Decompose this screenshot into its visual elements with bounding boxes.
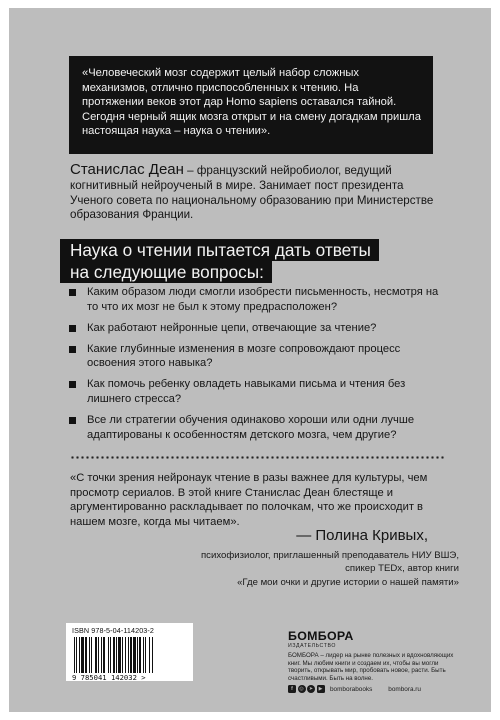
review-author: — Полина Кривых, — [296, 527, 428, 544]
questions-list — [69, 285, 445, 449]
dotted-divider — [70, 456, 446, 459]
social-handle: bomborabooks — [330, 685, 373, 693]
publisher-description: БОМБОРА – лидер на рынке полезных и вдохновляющих книг. Мы любим книги и создаем их, чтобы вы могли творить, открывать мир, пробовать новое, расти. Быть счастливыми. Быть на волне. — [288, 652, 454, 682]
questions-heading-line-1: Наука о чтении пытается дать ответы — [60, 239, 379, 261]
publisher-name: БОМБОРА — [288, 629, 354, 643]
review-credentials-line: «Где мои очки и другие истории о нашей памяти» — [237, 576, 459, 588]
square-bullet-icon — [69, 346, 76, 353]
author-name: Станислас Деан — [70, 161, 184, 178]
question-text: Как помочь ребенку овладеть навыками письма и чтения без лишнего стресса? — [87, 378, 406, 406]
opening-quote-box — [69, 56, 433, 154]
opening-quote: «Человеческий мозг содержит целый набор сложных механизмов, отлично приспособленных к чтению. На протяжении веков этот дар Homo sapiens оставался тайной. Сегодня черный ящик мозга открыт и на смену догадкам пришла настоящая наука – наука о чтении». — [82, 67, 421, 138]
isbn-label: ISBN 978-5-04-114203-2 — [72, 626, 154, 635]
instagram-icon: ◎ — [299, 686, 304, 692]
author-bio — [70, 163, 442, 223]
list-item — [69, 342, 445, 371]
review-credentials — [159, 549, 459, 589]
review-credentials-line: спикер TEDx, автор книги — [345, 563, 459, 575]
square-bullet-icon — [69, 325, 76, 332]
book-back-cover — [9, 8, 491, 712]
telegram-icon: ➤ — [308, 686, 314, 692]
list-item — [69, 285, 445, 314]
square-bullet-icon — [69, 381, 76, 388]
youtube-icon: ▶ — [317, 685, 325, 693]
review-quote: «С точки зрения нейронаук чтение в разы важнее для культуры, чем просмотр сериалов. В этой книге Станислас Деан блестяще и аргументированно раскладывает по полочкам, что же происходит в нашем мозге, когда мы читаем». — [70, 472, 428, 528]
questions-heading-line-2: на следующие вопросы: — [60, 261, 272, 283]
publisher-subtitle: ИЗДАТЕЛЬСТВО — [288, 643, 337, 649]
barcode-icon — [72, 637, 187, 673]
question-text: Какие глубинные изменения в мозге сопровождают процесс освоения этого навыка? — [87, 342, 401, 370]
question-text: Все ли стратегии обучения одинаково хороши или одни лучше адаптированы к особенностям детского мозга, чем другие? — [87, 414, 415, 441]
list-item — [69, 413, 445, 442]
social-row — [288, 684, 433, 694]
publisher-site: bombora.ru — [388, 685, 421, 693]
vk-icon: f — [288, 685, 296, 693]
review-credentials-line: психофизиолог, приглашенный преподаватель НИУ ВШЭ, — [200, 550, 459, 561]
barcode-box — [66, 623, 193, 681]
list-item — [69, 377, 445, 406]
author-bio-text: – французский нейробиолог, ведущий когнитивный нейроученый в мире. Занимает пост президента Ученого совета по национальному образованию при Министерстве образования Франции. — [70, 164, 434, 222]
questions-heading — [60, 239, 450, 283]
square-bullet-icon — [69, 289, 76, 296]
barcode-digits: 9 785041 142032 > — [72, 673, 146, 682]
square-bullet-icon — [69, 417, 76, 424]
question-text: Каким образом люди смогли изобрести письменность, несмотря на то что их мозг не был к этому предрасположен? — [87, 286, 439, 313]
list-item — [69, 321, 445, 336]
question-text: Как работают нейронные цепи, отвечающие за чтение? — [87, 321, 377, 334]
publisher-logo — [288, 629, 354, 650]
